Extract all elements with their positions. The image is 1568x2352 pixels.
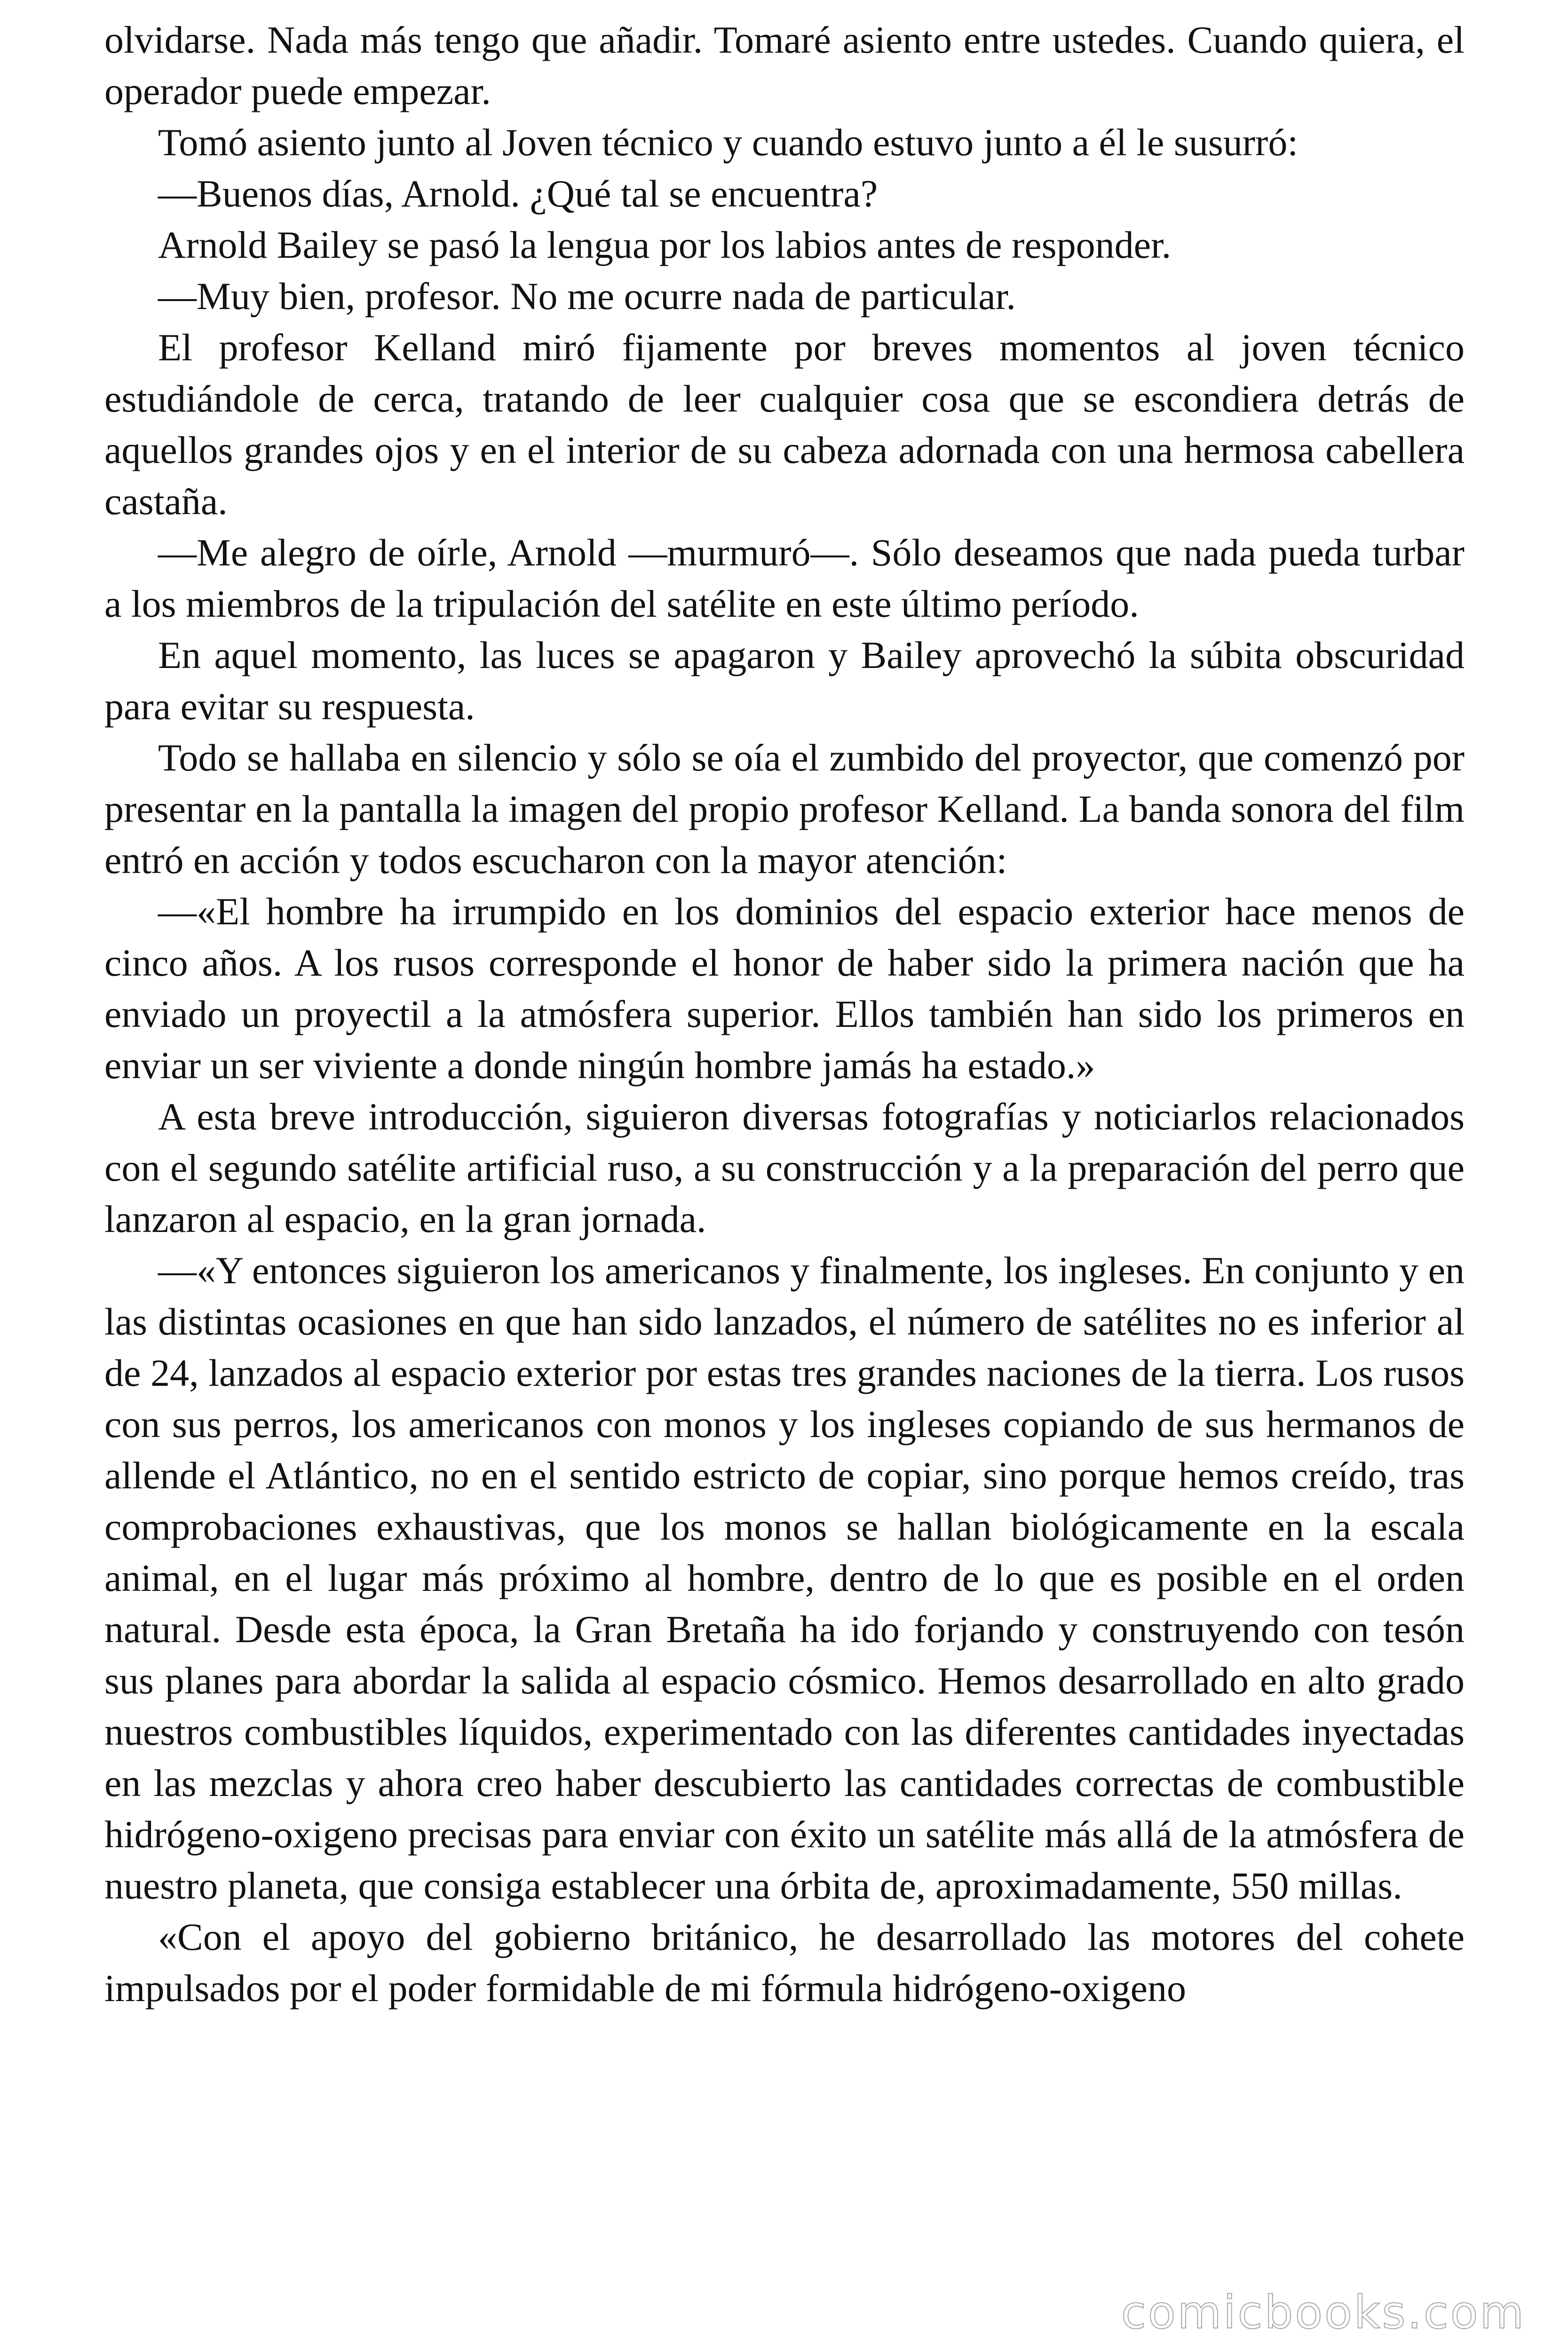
paragraph-9: Todo se hallaba en silencio y sólo se oía el zumbido del proyector, que comenzó por presentar en la pantalla la imagen del propio profesor Kelland. La banda sonora del film entró en acción y todos escucharon con la mayor atención: [104, 736, 1465, 882]
site-watermark: comicbooks.com [1121, 2286, 1526, 2339]
paragraph-8: En aquel momento, las luces se apagaron y Bailey aprovechó la súbita obscuridad para evitar su respuesta. [104, 634, 1465, 728]
paragraph-2: Tomó asiento junto al Joven técnico y cuando estuvo junto a él le susurró: [158, 121, 1299, 164]
paragraph-3: —Buenos días, Arnold. ¿Qué tal se encuentra? [158, 172, 878, 215]
paragraph-4: Arnold Bailey se pasó la lengua por los labios antes de responder. [158, 223, 1172, 266]
paragraph-13: «Con el apoyo del gobierno británico, he desarrollado las motores del cohete impulsados por el poder formidable de mi fórmula hidrógeno-oxigeno [104, 1915, 1465, 2010]
paragraph-5: —Muy bien, profesor. No me ocurre nada de particular. [158, 275, 1016, 318]
paragraph-6: El profesor Kelland miró fijamente por breves momentos al joven técnico estudiándole de cerca, tratando de leer cualquier cosa que se escondiera detrás de aquellos grandes ojos y en el interior de su cabeza adornada con una hermosa cabellera castaña. [104, 326, 1465, 523]
paragraph-7: —Me alegro de oírle, Arnold —murmuró—. Sólo deseamos que nada pueda turbar a los miembros de la tripulación del satélite en este último período. [104, 531, 1465, 625]
book-page-text [104, 14, 1465, 2014]
paragraph-10: —«El hombre ha irrumpido en los dominios del espacio exterior hace menos de cinco años. A los rusos corresponde el honor de haber sido la primera nación que ha enviado un proyectil a la atmósfera superior. Ellos también han sido los primeros en enviar un ser viviente a donde ningún hombre jamás ha estado.» [104, 890, 1465, 1087]
paragraph-1: olvidarse. Nada más tengo que añadir. Tomaré asiento entre ustedes. Cuando quiera, el operador puede empezar. [104, 18, 1465, 112]
paragraph-11: A esta breve introducción, siguieron diversas fotografías y noticiarlos relacionados con el segundo satélite artificial ruso, a su construcción y a la preparación del perro que lanzaron al espacio, en la gran jornada. [104, 1095, 1465, 1240]
paragraph-12: —«Y entonces siguieron los americanos y finalmente, los ingleses. En conjunto y en las distintas ocasiones en que han sido lanzados, el número de satélites no es inferior al de 24, lanzados al espacio exterior por estas tres grandes naciones de la tierra. Los rusos con sus perros, los americanos con monos y los ingleses copiando de sus hermanos de allende el Atlántico, no en el sentido estricto de copiar, sino porque hemos creído, tras comprobaciones exhaustivas, que los monos se hallan biológicamente en la escala animal, en el lugar más próximo al hombre, dentro de lo que es posible en el orden natural. Desde esta época, la Gran Bretaña ha ido forjando y construyendo con tesón sus planes para abordar la salida al espacio cósmico. Hemos desarrollado en alto grado nuestros combustibles líquidos, experimentado con las diferentes cantidades inyectadas en las mezclas y ahora creo haber descubierto las cantidades correctas de combustible hidrógeno-oxigeno precisas para enviar con éxito un satélite más allá de la atmósfera de nuestro planeta, que consiga establecer una órbita de, aproximadamente, 550 millas. [104, 1249, 1465, 1907]
